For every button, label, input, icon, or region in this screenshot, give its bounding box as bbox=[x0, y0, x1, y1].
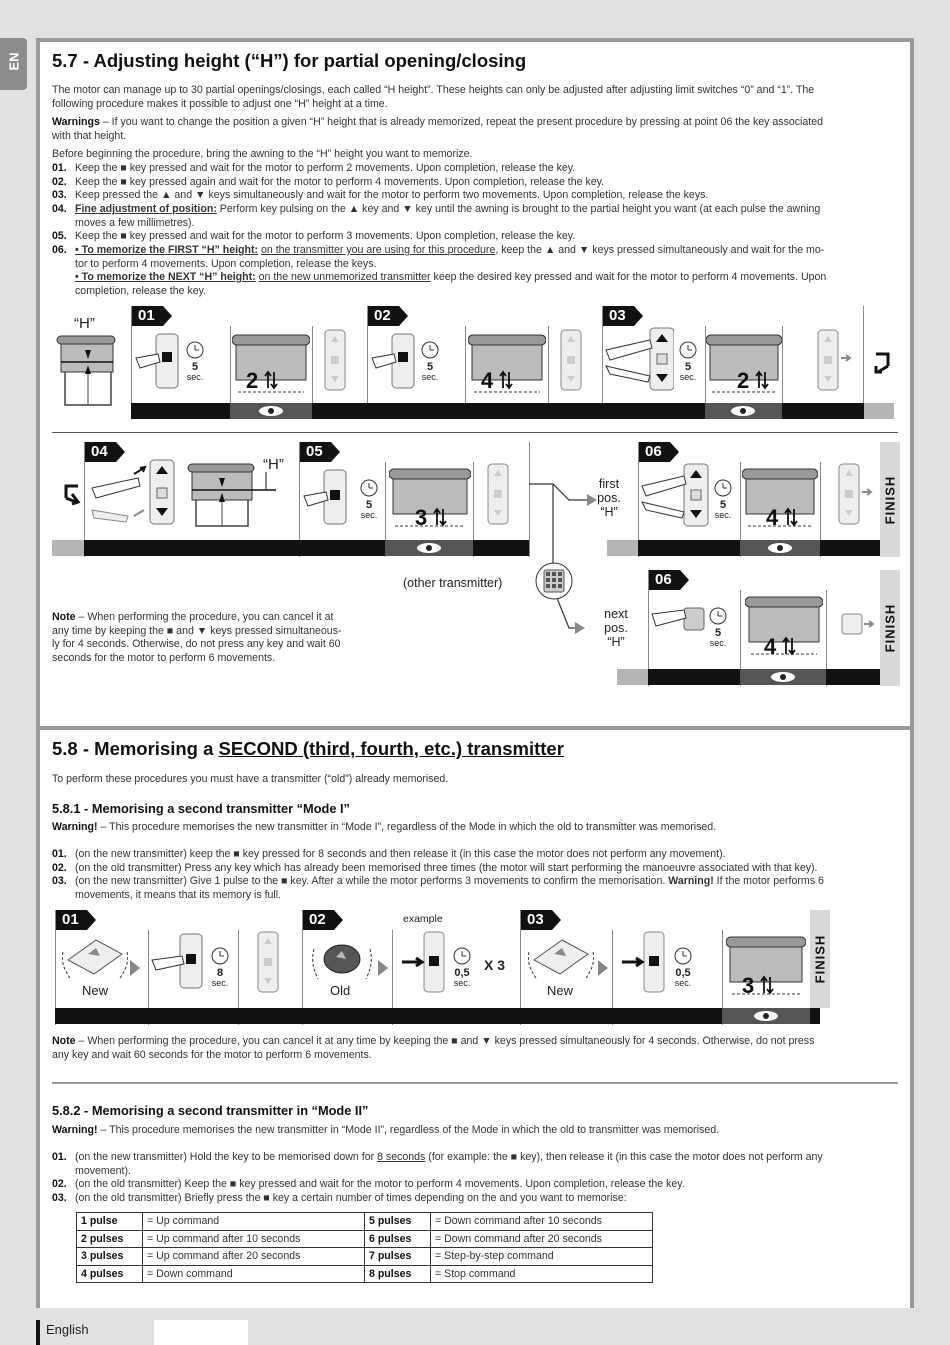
note-line: – When performing the procedure, you can cancel it at any time by keeping the ■ and ▼ keys pressed simultaneously for 4 seconds. Otherwise, do not press bbox=[75, 1035, 815, 1047]
seconds-number: 5 bbox=[719, 499, 727, 511]
warnings-line-1: – If you want to change the position a given “H” height that is already memorized, repeat the present procedure by pressing at point 06 the key associated bbox=[99, 116, 824, 128]
seconds-number: 5 bbox=[191, 361, 199, 373]
seconds-label bbox=[669, 968, 697, 988]
warning-body: – This procedure memorises the new transmitter in “Mode I”, regardless of the Mode in which the old to transmitter was memorised. bbox=[97, 821, 717, 833]
remote-control-icon bbox=[558, 328, 584, 392]
table-row bbox=[77, 1213, 653, 1231]
step-text: (on the old transmitter) Keep the ■ key pressed and wait for the motor to perform 4 movements. Upon completion, release the key. bbox=[75, 1178, 685, 1190]
seconds-number: 8 bbox=[216, 967, 224, 979]
note-label: Note bbox=[52, 1035, 76, 1047]
movement-count: 4 bbox=[481, 368, 494, 393]
step-number: 03. bbox=[52, 875, 67, 887]
remote-control-icon bbox=[255, 930, 281, 994]
times-three-label: X 3 bbox=[484, 957, 506, 973]
seconds-unit: sec. bbox=[186, 372, 204, 382]
title-prefix: 5.8 - Memorising a bbox=[52, 738, 219, 759]
finish-text: FINISH bbox=[882, 603, 898, 653]
seconds-number: 5 bbox=[684, 361, 692, 373]
awning-icon bbox=[742, 466, 818, 536]
seconds-unit: sec. bbox=[421, 372, 439, 382]
warnings-label: Warnings bbox=[52, 116, 100, 128]
remote-control-icon bbox=[815, 328, 855, 392]
clock-icon bbox=[185, 340, 205, 360]
hand-press-icon bbox=[370, 330, 420, 390]
bullet2-text-2: completion, release the key. bbox=[75, 284, 207, 297]
step-line: (for example: the ■ key), then release it (in this case the motor does not perform any bbox=[425, 1151, 823, 1163]
step-number: 01. bbox=[52, 848, 67, 860]
seconds-unit: sec. bbox=[709, 638, 727, 648]
subsection-5-8-1-title: 5.8.1 - Memorising a second transmitter “Mode I” bbox=[52, 801, 350, 816]
pulses-table bbox=[76, 1212, 653, 1283]
return-arrow-icon bbox=[60, 480, 82, 506]
bullet1-underline: on the transmitter you are using for this procedure bbox=[260, 244, 496, 256]
eye-strip bbox=[55, 1008, 820, 1024]
hand-press-two-keys-icon bbox=[604, 326, 674, 392]
step-bold: Warning! bbox=[668, 875, 714, 887]
up-down-arrows-icon bbox=[755, 370, 769, 390]
finish-label bbox=[880, 442, 900, 557]
pulse-count: 7 pulses bbox=[365, 1248, 431, 1266]
step-line-2: movement). bbox=[75, 1164, 131, 1177]
footer-marker bbox=[36, 1320, 40, 1345]
bullet2-bold: • To memorize the NEXT “H” height: bbox=[75, 271, 256, 283]
seconds-unit: sec. bbox=[360, 510, 378, 520]
up-down-arrows-icon bbox=[264, 370, 278, 390]
finish-text: FINISH bbox=[812, 934, 828, 984]
hand-press-icon bbox=[134, 330, 184, 390]
before-text: Before beginning the procedure, bring the awning to the “H” height you want to memorize. bbox=[52, 148, 473, 160]
section-5-8-title bbox=[52, 738, 564, 760]
movement-count: 4 bbox=[764, 634, 777, 659]
footer-page-label: English bbox=[46, 1322, 89, 1337]
footer-box bbox=[154, 1320, 248, 1345]
pulse-command: = Down command after 10 seconds bbox=[431, 1213, 653, 1231]
pulse-count: 3 pulses bbox=[77, 1248, 143, 1266]
step-text: (on the new transmitter) keep the ■ key pressed for 8 seconds and then release it (in this case the motor does not perform any movement). bbox=[75, 848, 726, 860]
old-label: Old bbox=[330, 983, 351, 998]
first-pos-line: first bbox=[598, 477, 620, 491]
pulse-count: 5 pulses bbox=[365, 1213, 431, 1231]
step-line: If the motor performs 6 bbox=[713, 875, 824, 887]
step-tag-06: 06 bbox=[648, 570, 680, 590]
awning-icon bbox=[468, 332, 546, 402]
seconds-unit: sec. bbox=[674, 978, 692, 988]
step-text: (on the old transmitter) Press any key which has already been memorised three times (the motor will start performing the manoeuvre associated with that key). bbox=[75, 862, 818, 874]
gray-bar bbox=[617, 669, 648, 685]
step-line-2: movements, it means that its memory is full. bbox=[75, 888, 282, 901]
step-tag-04: 04 bbox=[84, 442, 116, 462]
step-line: (on the new transmitter) Hold the key to be memorised down for bbox=[75, 1151, 378, 1163]
pulse-command: = Up command after 20 seconds bbox=[143, 1248, 365, 1266]
play-arrow-icon bbox=[128, 958, 142, 978]
awning-icon bbox=[232, 332, 310, 402]
pulse-count: 1 pulse bbox=[77, 1213, 143, 1231]
step-number: 02. bbox=[52, 176, 67, 188]
seconds-label bbox=[183, 362, 207, 382]
step-number: 06. bbox=[52, 244, 67, 256]
seconds-unit: sec. bbox=[714, 510, 732, 520]
up-down-arrows-icon bbox=[760, 975, 774, 995]
clock-icon bbox=[452, 946, 472, 966]
step-number: 03. bbox=[52, 189, 67, 201]
step-line: Perform key pulsing on the ▲ key and ▼ key until the awning is brought to the partial height you want (at each pulse the awning bbox=[216, 203, 821, 215]
play-arrow-icon bbox=[596, 958, 610, 978]
play-arrow-icon bbox=[376, 958, 390, 978]
table-row bbox=[77, 1248, 653, 1266]
note-5-8-1 bbox=[52, 1035, 902, 1062]
seconds-number: 0,5 bbox=[454, 967, 470, 979]
up-down-arrows-icon bbox=[784, 507, 798, 527]
step-number: 01. bbox=[52, 1151, 67, 1163]
step-underline: 8 seconds bbox=[377, 1151, 426, 1163]
example-label: example bbox=[403, 913, 443, 925]
pulse-command: = Stop command bbox=[431, 1265, 653, 1283]
remote-control-icon bbox=[485, 462, 511, 526]
other-transmitter-label: (other transmitter) bbox=[403, 576, 503, 590]
section-divider bbox=[52, 1082, 898, 1084]
step-tag-03: 03 bbox=[602, 306, 634, 326]
step-tag-02: 02 bbox=[302, 910, 334, 930]
remote-key-press-icon bbox=[620, 930, 670, 994]
note-line: ly for 4 seconds. Otherwise, do not press any key and wait 60 bbox=[52, 638, 341, 650]
step-number: 05. bbox=[52, 230, 67, 242]
step-text: (on the old transmitter) Briefly press the ■ key a certain number of times depending on the and you want to memorise: bbox=[75, 1192, 627, 1204]
new-label: New bbox=[82, 983, 109, 998]
movement-count: 4 bbox=[766, 505, 779, 530]
step-tag-03: 03 bbox=[520, 910, 552, 930]
remote-control-icon bbox=[836, 462, 876, 526]
clock-icon bbox=[678, 340, 698, 360]
subsection-5-8-2-title: 5.8.2 - Memorising a second transmitter in “Mode II” bbox=[52, 1103, 369, 1118]
seconds-number: 0,5 bbox=[675, 967, 691, 979]
eye-icon bbox=[385, 540, 473, 556]
language-tab-label: EN bbox=[6, 52, 22, 71]
old-transmitter-icon bbox=[312, 935, 372, 985]
step-text bbox=[75, 1151, 900, 1178]
movement-count: 2 bbox=[246, 368, 259, 393]
clock-icon bbox=[210, 946, 230, 966]
pulse-command: = Down command bbox=[143, 1265, 365, 1283]
pulse-command: = Down command after 20 seconds bbox=[431, 1230, 653, 1248]
eye-icon bbox=[722, 1008, 810, 1024]
section-5-7-title: 5.7 - Adjusting height (“H”) for partial opening/closing bbox=[52, 50, 527, 71]
step-tag-01: 01 bbox=[131, 306, 163, 326]
hand-press-icon bbox=[150, 930, 206, 990]
step-tag-05: 05 bbox=[299, 442, 331, 462]
intro-line-2: following procedure makes it possible to adjust one “H” height at a time. bbox=[52, 97, 388, 110]
note-5-7 bbox=[52, 611, 377, 665]
new-transmitter-icon bbox=[62, 934, 128, 980]
seconds-label bbox=[208, 968, 232, 988]
next-pos-line: next bbox=[604, 607, 628, 621]
gray-bar bbox=[52, 540, 84, 556]
pulse-count: 4 pulses bbox=[77, 1265, 143, 1283]
remote-control-icon bbox=[322, 328, 348, 392]
step-tag-02: 02 bbox=[367, 306, 399, 326]
seconds-unit: sec. bbox=[453, 978, 471, 988]
bullet2-text: keep the desired key pressed and wait for the motor to perform 4 movements. Upon bbox=[430, 271, 827, 283]
h-label: “H” bbox=[74, 315, 95, 332]
step-tag-06: 06 bbox=[638, 442, 670, 462]
seconds-number: 5 bbox=[365, 499, 373, 511]
movement-count: 3 bbox=[415, 505, 428, 530]
step-number: 03. bbox=[52, 1192, 67, 1204]
seconds-label bbox=[706, 628, 730, 648]
step-text: Keep the ■ key pressed again and wait for the motor to perform 4 movements. Upon completion, release the key. bbox=[75, 176, 605, 188]
warning-text bbox=[52, 821, 716, 835]
warning-text bbox=[52, 1124, 719, 1138]
up-down-arrows-icon bbox=[782, 636, 796, 656]
seconds-label bbox=[676, 362, 700, 382]
eye-icon bbox=[230, 403, 312, 419]
gray-bar bbox=[607, 540, 638, 556]
clock-icon bbox=[713, 478, 733, 498]
hand-press-two-keys-icon bbox=[640, 462, 710, 528]
awning-icon bbox=[389, 466, 471, 536]
step-text: Keep pressed the ▲ and ▼ keys simultaneously and wait for the motor to perform two movements. Upon completion, release the keys. bbox=[75, 189, 709, 201]
remote-key-press-icon bbox=[400, 930, 450, 994]
pulse-count: 8 pulses bbox=[365, 1265, 431, 1283]
window-awning-icon bbox=[186, 460, 278, 530]
step-number: 02. bbox=[52, 862, 67, 874]
first-pos-line: pos. bbox=[597, 491, 621, 505]
title-underlined: SECOND (third, fourth, etc.) transmitter bbox=[218, 738, 564, 759]
movement-count: 2 bbox=[737, 368, 750, 393]
intro-line-1: The motor can manage up to 30 partial openings/closings, each called “H height”. These heights can only be adjusted after adjusting limit switches “0” and “1”. The bbox=[52, 84, 815, 96]
gray-bar bbox=[864, 403, 894, 419]
step-bold: Fine adjustment of position: bbox=[75, 203, 217, 215]
table-row bbox=[77, 1265, 653, 1283]
seconds-number: 5 bbox=[714, 627, 722, 639]
hand-press-icon bbox=[650, 600, 710, 640]
pulse-count: 6 pulses bbox=[365, 1230, 431, 1248]
return-arrow-icon bbox=[872, 350, 894, 376]
eye-icon bbox=[740, 669, 826, 685]
figure-divider bbox=[52, 432, 898, 433]
movement-count: 3 bbox=[742, 973, 755, 998]
pulse-count: 2 pulses bbox=[77, 1230, 143, 1248]
note-line: any time by keeping the ■ and ▼ keys pressed simultaneous- bbox=[52, 624, 342, 637]
warning-body: – This procedure memorises the new transmitter in “Mode II”, regardless of the Mode in which the old to transmitter was memorised. bbox=[97, 1124, 720, 1136]
first-pos-label bbox=[595, 477, 623, 519]
pulse-command: = Up command bbox=[143, 1213, 365, 1231]
up-down-arrows-icon bbox=[499, 370, 513, 390]
warning-label: Warning! bbox=[52, 1124, 98, 1136]
note-line: any key and wait 60 seconds for the motor to perform 6 movements. bbox=[52, 1048, 372, 1061]
table-row bbox=[77, 1230, 653, 1248]
eye-icon bbox=[740, 540, 820, 556]
step-number: 02. bbox=[52, 1178, 67, 1190]
finish-text: FINISH bbox=[882, 475, 898, 524]
warnings-text bbox=[52, 116, 902, 143]
finish-label bbox=[810, 910, 830, 1008]
pulse-command: = Step-by-step command bbox=[431, 1248, 653, 1266]
clock-icon bbox=[420, 340, 440, 360]
step-number: 04. bbox=[52, 203, 67, 215]
seconds-label bbox=[357, 500, 381, 520]
step-text: Keep the ■ key pressed and wait for the motor to perform 2 movements. Upon completion, release the key. bbox=[75, 162, 576, 174]
clock-icon bbox=[708, 606, 728, 626]
seconds-label bbox=[711, 500, 735, 520]
next-pos-label bbox=[601, 607, 631, 649]
keypad-transmitter-icon bbox=[534, 561, 574, 601]
intro-text: To perform these procedures you must have a transmitter (“old”) already memorised. bbox=[52, 773, 449, 785]
step-line: (on the new transmitter) Give 1 pulse to the ■ key. After a while the motor performs 3 movements to confirm the memorisation. bbox=[75, 875, 669, 887]
note-line: seconds for the motor to perform 6 movements. bbox=[52, 651, 276, 664]
bullet2-underline: on the new unmemorized transmitter bbox=[258, 271, 431, 283]
seconds-label bbox=[448, 968, 476, 988]
clock-icon bbox=[673, 946, 693, 966]
step-number: 01. bbox=[52, 162, 67, 174]
step-text bbox=[75, 203, 905, 230]
note-label: Note bbox=[52, 611, 76, 623]
seconds-unit: sec. bbox=[679, 372, 697, 382]
seconds-label bbox=[418, 362, 442, 382]
transmitter-key-icon bbox=[840, 610, 874, 638]
branch-arrows-icon bbox=[529, 478, 599, 638]
next-pos-line: “H” bbox=[607, 635, 625, 649]
new-label: New bbox=[547, 983, 574, 998]
hand-fine-adjust-icon bbox=[88, 458, 178, 528]
step-line-2: moves a few millimetres). bbox=[75, 216, 195, 229]
new-transmitter-icon bbox=[528, 934, 594, 980]
intro-text bbox=[52, 84, 902, 111]
warnings-line-2: with that height. bbox=[52, 129, 127, 142]
finish-label bbox=[880, 570, 900, 686]
step-text bbox=[75, 875, 905, 902]
step-text bbox=[75, 244, 905, 298]
hand-press-icon bbox=[302, 466, 352, 528]
step-text: Keep the ■ key pressed and wait for the motor to perform 3 movements. Upon completion, release the key. bbox=[75, 230, 576, 242]
bullet1-text: , keep the ▲ and ▼ keys pressed simultaneously and wait for the mo- bbox=[495, 244, 825, 256]
bullet1-bold: • To memorize the FIRST “H” height: bbox=[75, 244, 259, 256]
window-awning-icon bbox=[55, 330, 120, 410]
bullet1-text-2: tor to perform 4 movements. Upon completion, release the keys. bbox=[75, 257, 377, 270]
seconds-unit: sec. bbox=[211, 978, 229, 988]
pulse-command: = Up command after 10 seconds bbox=[143, 1230, 365, 1248]
warning-label: Warning! bbox=[52, 821, 98, 833]
up-down-arrows-icon bbox=[433, 507, 447, 527]
first-pos-line: “H” bbox=[600, 505, 618, 519]
language-tab bbox=[0, 38, 27, 90]
clock-icon bbox=[359, 478, 379, 498]
step-tag-01: 01 bbox=[55, 910, 87, 930]
eye-icon bbox=[705, 403, 782, 419]
seconds-number: 5 bbox=[426, 361, 434, 373]
h-label: “H” bbox=[263, 456, 284, 473]
next-pos-line: pos. bbox=[604, 621, 628, 635]
note-line: – When performing the procedure, you can cancel it at bbox=[75, 611, 334, 623]
